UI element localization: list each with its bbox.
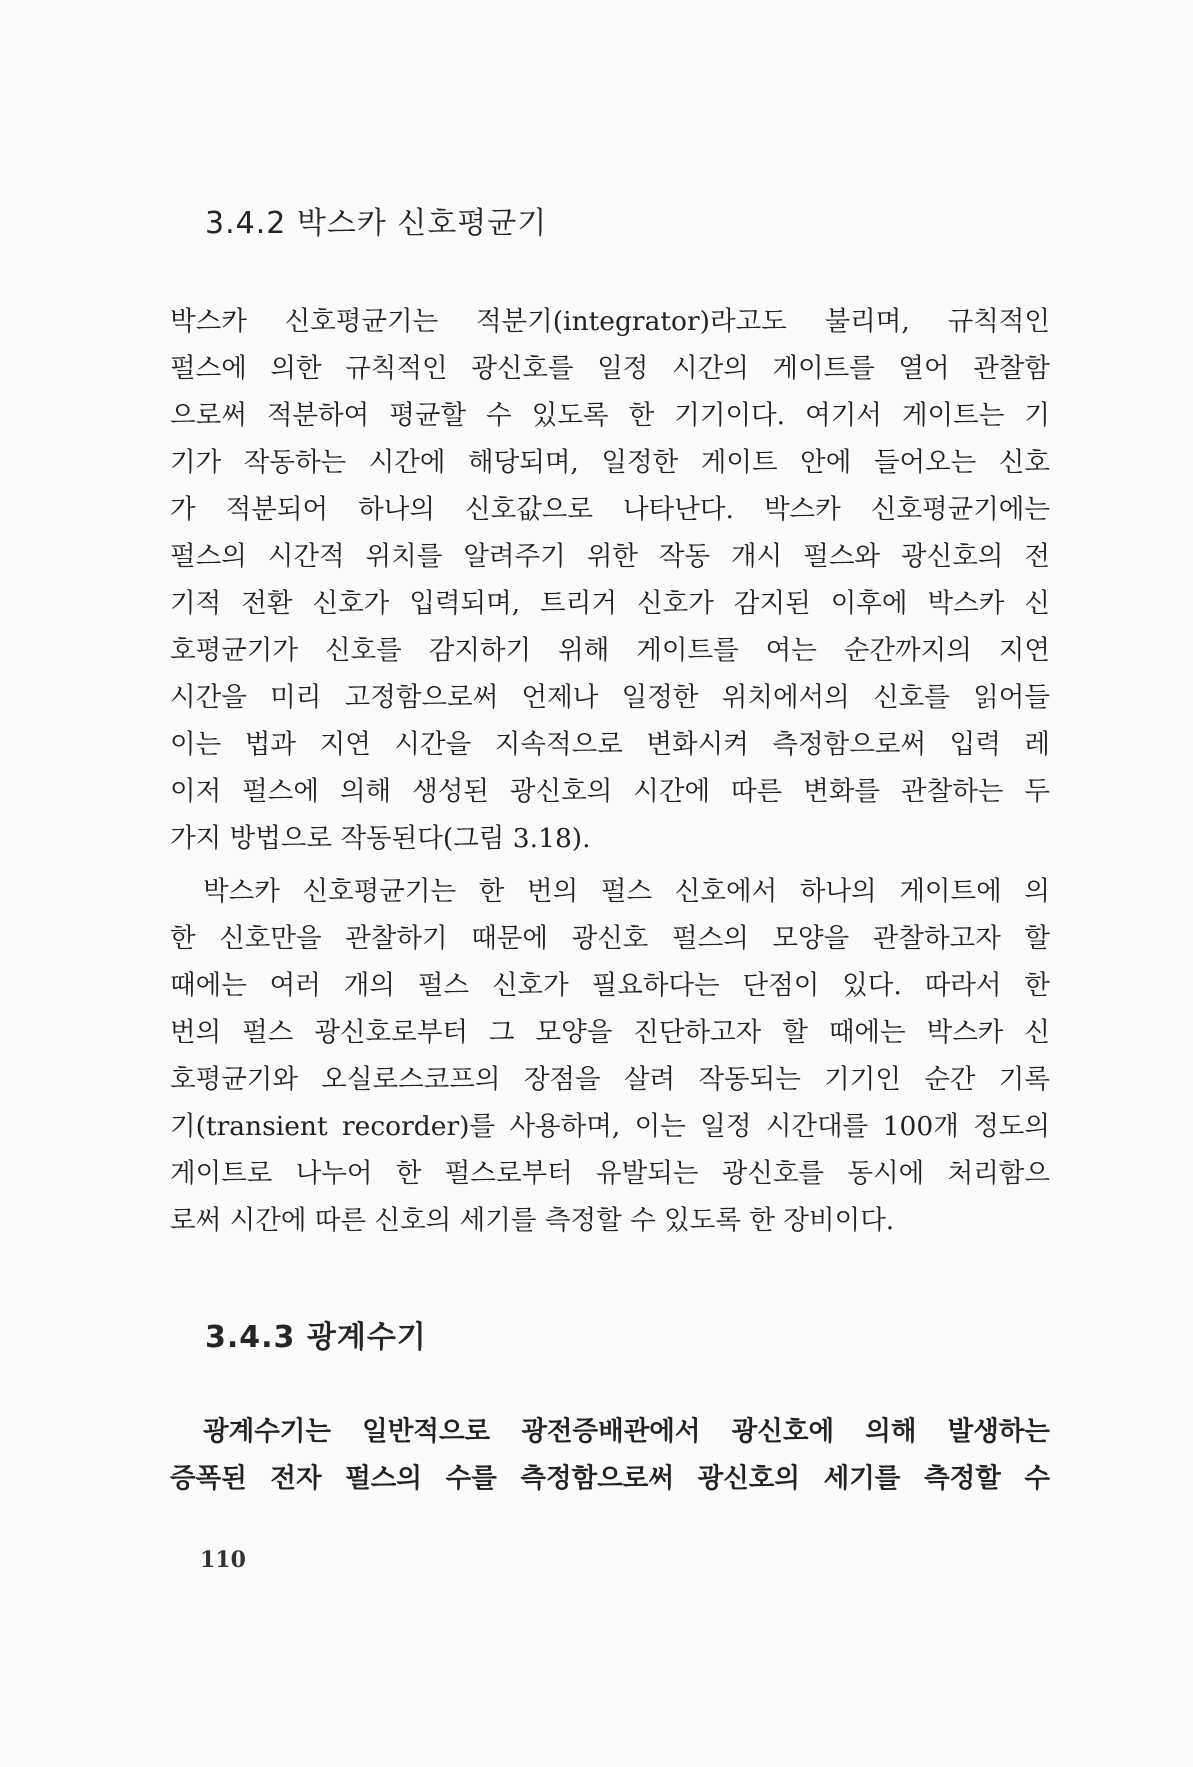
text-line: 으로써 적분하여 평균할 수 있도록 한 기기이다. 여기서 게이트는 기 — [170, 400, 1050, 431]
section-heading-3-4-2: 3.4.2 박스카 신호평균기 — [205, 206, 548, 241]
text-line: 이는 법과 지연 시간을 지속적으로 변화시켜 측정함으로써 입력 레 — [170, 729, 1050, 760]
text-line: 시간을 미리 고정함으로써 언제나 일정한 위치에서의 신호를 읽어들 — [170, 682, 1050, 713]
text-line: 호평균기가 신호를 감지하기 위해 게이트를 여는 순간까지의 지연 — [170, 635, 1050, 666]
text-line: 한 신호만을 관찰하기 때문에 광신호 펄스의 모양을 관찰하고자 할 — [170, 923, 1050, 954]
text-line: 기가 작동하는 시간에 해당되며, 일정한 게이트 안에 들어오는 신호 — [170, 447, 1050, 478]
text-line: 펄스에 의한 규칙적인 광신호를 일정 시간의 게이트를 열어 관찰함 — [170, 353, 1050, 384]
text-line: 펄스의 시간적 위치를 알려주기 위한 작동 개시 펄스와 광신호의 전 — [170, 541, 1050, 572]
text-line: 광계수기는 일반적으로 광전증배관에서 광신호에 의해 발생하는 — [203, 1416, 1050, 1447]
text-line: 증폭된 전자 펄스의 수를 측정함으로써 광신호의 세기를 측정할 수 — [170, 1463, 1050, 1494]
text-line: 이저 펄스에 의해 생성된 광신호의 시간에 따른 변화를 관찰하는 두 — [170, 776, 1050, 807]
paragraph-boxcar-2 — [170, 868, 1050, 1244]
text-line: 가 적분되어 하나의 신호값으로 나타난다. 박스카 신호평균기에는 — [170, 494, 1050, 525]
text-line: 기(transient recorder)를 사용하며, 이는 일정 시간대를 100개 정도의 — [170, 1111, 1050, 1142]
text-line: 번의 펄스 광신호로부터 그 모양을 진단하고자 할 때에는 박스카 신 — [170, 1017, 1050, 1048]
text-line: 게이트로 나누어 한 펄스로부터 유발되는 광신호를 동시에 처리함으 — [170, 1158, 1050, 1189]
text-line: 박스카 신호평균기는 적분기(integrator)라고도 불리며, 규칙적인 — [170, 306, 1050, 337]
text-line: 때에는 여러 개의 펄스 신호가 필요하다는 단점이 있다. 따라서 한 — [170, 970, 1050, 1001]
paragraph-boxcar-1 — [170, 298, 1050, 862]
text-line: 로써 시간에 따른 신호의 세기를 측정할 수 있도록 한 장비이다. — [170, 1205, 895, 1236]
text-line: 가지 방법으로 작동된다(그림 3.18). — [170, 823, 591, 854]
page-number: 110 — [200, 1547, 246, 1573]
text-line: 호평균기와 오실로스코프의 장점을 살려 작동되는 기기인 순간 기록 — [170, 1064, 1050, 1095]
paragraph-photon-counter — [170, 1408, 1050, 1502]
text-line: 박스카 신호평균기는 한 번의 펄스 신호에서 하나의 게이트에 의 — [203, 876, 1050, 907]
section-heading-3-4-3: 3.4.3 광계수기 — [205, 1320, 427, 1355]
text-line: 기적 전환 신호가 입력되며, 트리거 신호가 감지된 이후에 박스카 신 — [170, 588, 1050, 619]
